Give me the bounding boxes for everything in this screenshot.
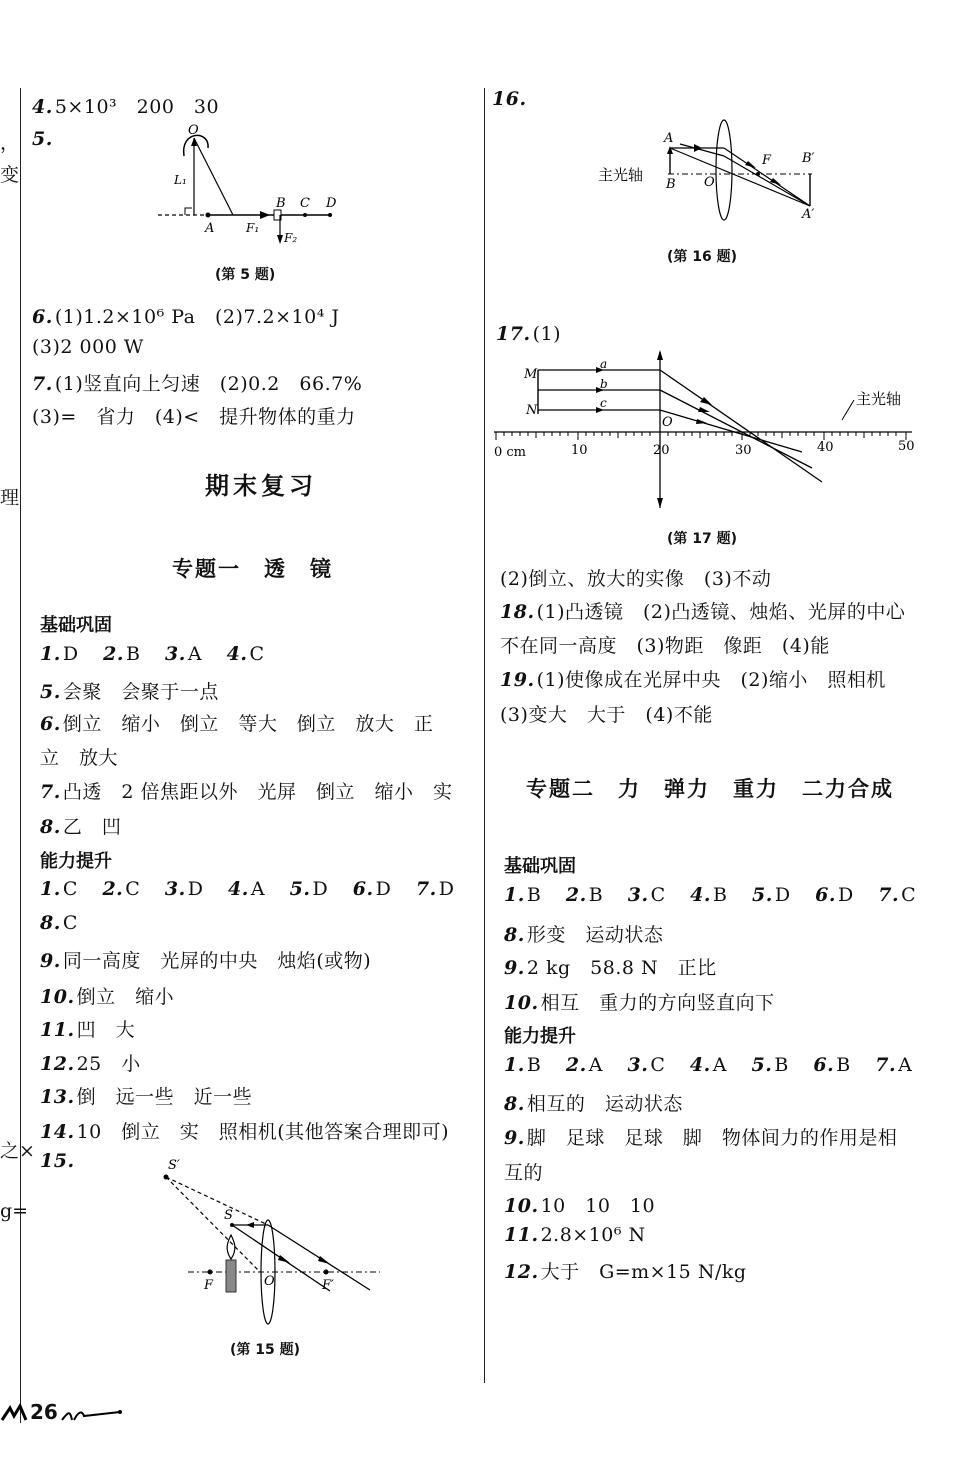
- fig16-label-B: B: [666, 177, 676, 192]
- basic-answer-8: 8. 乙 凹: [40, 816, 122, 838]
- fig17-axis-label: 主光轴: [856, 390, 902, 408]
- basic-answer-10-topic2: 10. 相互 重力的方向竖直向下: [504, 992, 775, 1014]
- figure-17-caption: (第 17 题): [667, 531, 738, 547]
- figure-5-lever: [150, 120, 350, 250]
- ability-answer-10: 10. 倒立 缩小: [40, 986, 175, 1008]
- figure-16-caption: (第 16 题): [667, 249, 738, 265]
- answer-q7-cont: (3)= 省力 (4)< 提升物体的重力: [32, 406, 356, 428]
- figure-16-lens-imaging: [598, 118, 838, 230]
- topic-1-title: 专题一 透 镜: [172, 557, 333, 581]
- fig16-label-B-prime: B′: [802, 151, 815, 166]
- fig17-tick-40: 40: [817, 440, 834, 455]
- ability-answer-8: 8. C: [40, 912, 78, 934]
- fig5-label-O: O: [188, 123, 199, 138]
- figure-17-lens-bench: [492, 348, 922, 516]
- answer-q6-cont: (3)2 000 W: [32, 336, 144, 358]
- fig16-label-A: A: [664, 131, 674, 146]
- basic-answer-6: 6. 倒立 缩小 倒立 等大 倒立 放大 正: [40, 713, 434, 735]
- fig15-label-S: S: [224, 1208, 233, 1223]
- fig17-tick-0: 0 cm: [494, 445, 527, 460]
- margin-fragment: 理: [0, 487, 20, 509]
- topic-2-title: 专题二 力 弹力 重力 二力合成: [526, 777, 894, 801]
- ability-answer-15: 15.: [40, 1150, 75, 1172]
- fig16-axis-label: 主光轴: [598, 166, 644, 184]
- basic-answer-8-topic2: 8. 形变 运动状态: [504, 924, 664, 946]
- section-title-final-review: 期末复习: [205, 472, 317, 500]
- answer-q5: 5.: [32, 128, 53, 150]
- fig15-label-F-prime: F′: [322, 1278, 334, 1293]
- fig5-label-F2: F₂: [284, 231, 298, 245]
- answer-q17-cont: (2)倒立、放大的实像 (3)不动: [500, 568, 772, 590]
- fig17-label-M: M: [524, 367, 538, 382]
- ability-answer-11: 11. 凹 大: [40, 1019, 136, 1041]
- fig17-label-a: a: [600, 357, 608, 371]
- answer-q17: 17. (1): [496, 323, 561, 345]
- basic-answer-7: 7. 凸透 2 倍焦距以外 光屏 倒立 缩小 实: [40, 781, 453, 803]
- column-divider: [484, 88, 485, 1383]
- basic-answers-1-4: 1. D 2. B 3. A 4. C: [40, 643, 265, 665]
- figure-15-caption: (第 15 题): [230, 1342, 301, 1358]
- figure-15-convex-lens: [150, 1155, 390, 1325]
- left-margin-rule: [20, 88, 21, 1423]
- answer-q4: 4. 5×10³ 200 30: [32, 96, 220, 118]
- basic-answer-5: 5. 会聚 会聚于一点: [40, 681, 219, 703]
- margin-fragment: g=: [0, 1200, 29, 1222]
- basic-consolidation-heading-2: 基础巩固: [504, 856, 576, 877]
- fig5-label-D: D: [326, 196, 337, 211]
- fig16-label-F: F: [762, 153, 772, 168]
- fig5-label-C: C: [300, 196, 310, 211]
- answer-q16: 16.: [492, 88, 527, 110]
- fig16-label-A-prime: A′: [802, 207, 815, 222]
- answer-q18: 18. (1)凸透镜 (2)凸透镜、烛焰、光屏的中心: [500, 601, 906, 623]
- ability-answer-13: 13. 倒 远一些 近一些: [40, 1086, 253, 1108]
- fig17-tick-10: 10: [571, 443, 588, 458]
- ability-answer-11-topic2: 11. 2.8×10⁶ N: [504, 1224, 646, 1246]
- fig17-ruler-ticks: [496, 432, 906, 440]
- ability-answer-9: 9. 同一高度 光屏的中央 烛焰(或物): [40, 950, 372, 972]
- fig15-label-O: O: [264, 1274, 275, 1289]
- answer-q18-cont: 不在同一高度 (3)物距 像距 (4)能: [500, 635, 830, 657]
- answer-q19-cont: (3)变大 大于 (4)不能: [500, 704, 713, 726]
- basic-answers-1-7-topic2: 1. B 2. B 3. C 4. B 5. D 6. D 7. C: [504, 884, 917, 906]
- fig5-label-F1: F₁: [246, 221, 260, 235]
- basic-consolidation-heading: 基础巩固: [40, 615, 112, 636]
- fig17-tick-30: 30: [735, 443, 752, 458]
- page-number-swoosh-icon: [60, 1406, 124, 1424]
- ability-answer-14: 14. 10 倒立 实 照相机(其他答案合理即可): [40, 1121, 450, 1143]
- fig15-label-F: F: [204, 1278, 214, 1293]
- ability-answer-12: 12. 25 小: [40, 1053, 141, 1075]
- fig5-label-A: A: [205, 221, 215, 236]
- ability-heading-2: 能力提升: [504, 1026, 576, 1047]
- ability-answers-1-7-topic2: 1. B 2. A 3. C 4. A 5. B 6. B 7. A: [504, 1054, 913, 1076]
- fig16-label-O: O: [704, 175, 715, 190]
- fig15-label-S-prime: S′: [168, 1158, 180, 1173]
- ability-answer-12-topic2: 12. 大于 G=m×15 N/kg: [504, 1261, 747, 1283]
- ability-answer-10-topic2: 10. 10 10 10: [504, 1195, 656, 1217]
- ability-heading: 能力提升: [40, 851, 112, 872]
- answer-q7: 7. (1)竖直向上匀速 (2)0.2 66.7%: [32, 373, 363, 395]
- answer-q6: 6. (1)1.2×10⁶ Pa (2)7.2×10⁴ J: [32, 306, 340, 328]
- basic-answer-9-topic2: 9. 2 kg 58.8 N 正比: [504, 957, 717, 979]
- fig5-label-B: B: [276, 196, 286, 211]
- page-number: 26: [30, 1400, 58, 1424]
- ability-answer-9-topic2: 9. 脚 足球 足球 脚 物体间力的作用是相: [504, 1127, 898, 1149]
- margin-fragment: 变: [0, 164, 20, 186]
- fig17-tick-50: 50: [898, 439, 915, 454]
- fig17-label-b: b: [600, 377, 608, 391]
- fig17-label-O: O: [662, 415, 673, 430]
- basic-answer-6-cont: 立 放大: [40, 747, 119, 769]
- margin-fragment: ，: [0, 132, 20, 154]
- figure-5-caption: (第 5 题): [215, 267, 276, 283]
- ability-answer-8-topic2: 8. 相互的 运动状态: [504, 1093, 683, 1115]
- page-corner-ornament-icon: [0, 1402, 30, 1426]
- ability-answer-9-topic2-cont: 互的: [504, 1162, 544, 1184]
- margin-fragment: 之×: [0, 1140, 35, 1162]
- fig17-tick-20: 20: [653, 443, 670, 458]
- fig5-label-L1: L₁: [174, 173, 187, 187]
- answer-q19: 19. (1)使像成在光屏中央 (2)缩小 照相机: [500, 669, 886, 691]
- fig17-label-N: N: [526, 403, 538, 418]
- ability-answers-1-7: 1. C 2. C 3. D 4. A 5. D 6. D 7. D: [40, 878, 455, 900]
- fig17-label-c: c: [600, 396, 607, 410]
